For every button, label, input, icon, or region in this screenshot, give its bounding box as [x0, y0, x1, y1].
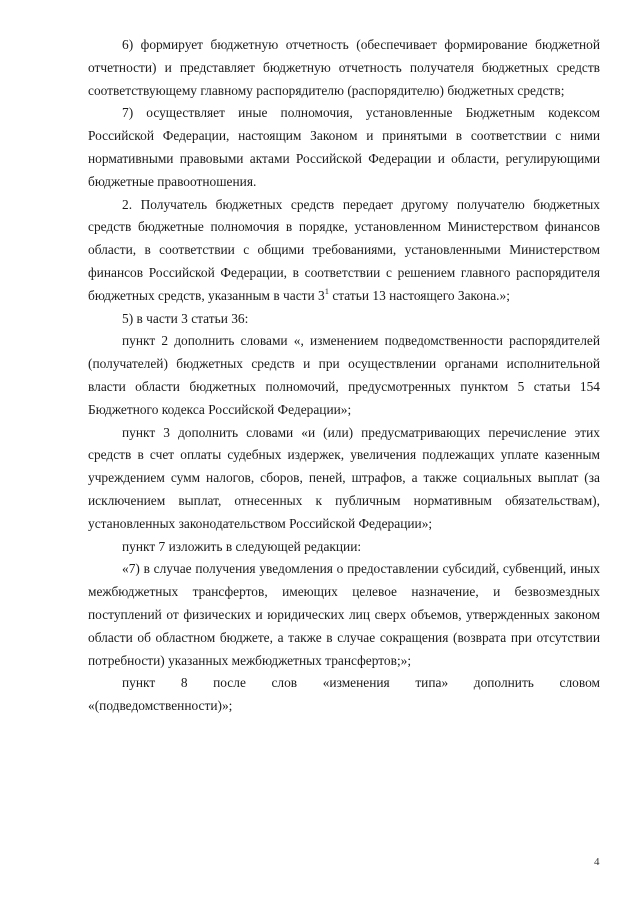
paragraph-point-7-intro: пункт 7 изложить в следующей редакции: [122, 538, 362, 554]
document-body [88, 34, 600, 718]
paragraph-point-3: пункт 3 дополнить словами «и (или) предусматривающих перечисление этих средств в счет оплаты судебных издержек, увеличения подлежащих уплате казенным учреждением сумм налогов, сборов, пеней, штрафов, а также социальных выплат (за исключением выплат, отнесенных к публичным нормативным обязательствам), установленных законодательством Российской Федерации»; [88, 424, 600, 531]
page-number: 4 [594, 856, 600, 868]
paragraph-point-8-continuation: «(подведомственности)»; [88, 698, 233, 714]
paragraph-point-7-text: «7) в случае получения уведомления о предоставлении субсидий, субвенций, иных межбюджетных трансфертов, имеющих целевое назначение, и безвозмездных поступлений от физических и юридических лиц сверх объемов, утвержденных законом области об областном бюджете, а также в случае сокращения (возврата при отсутствии потребности) указанных межбюджетных трансфертов;»; [88, 561, 600, 668]
paragraph-section-2 [88, 194, 600, 308]
paragraph-section-2-text: 2. Получатель бюджетных средств передает другому получателю бюджетных средств бюджетные полномочия в порядке, установленном Министерством финансов области, в соответствии с общими требованиями, установленными Министерством финансов Российской Федерации, в соответствии с решением главного распорядителя бюджетных средств, указанным в части 3 [88, 196, 600, 303]
paragraph-point-2: пункт 2 дополнить словами «, изменением подведомственности распорядителей (получателей) бюджетных средств и при осуществлении органами исполнительной власти области бюджетных полномочий, предусмотренных пунктом 5 статьи 154 Бюджетного кодекса Российской Федерации»; [88, 333, 600, 417]
paragraph-item-6: 6) формирует бюджетную отчетность (обеспечивает формирование бюджетной отчетности) и представляет бюджетную отчетность получателя бюджетных средств соответствующему главному распорядителю (распорядителю) бюджетных средств; [88, 37, 600, 98]
paragraph-point-8: пункт 8 после слов «изменения типа» дополнить словом [122, 675, 600, 691]
paragraph-part-5: 5) в части 3 статьи 36: [122, 310, 249, 326]
paragraph-section-2-tail: статьи 13 настоящего Закона.»; [329, 287, 510, 303]
superscript-marker: 1 [324, 285, 329, 296]
paragraph-item-7: 7) осуществляет иные полномочия, установленные Бюджетным кодексом Российской Федерации, настоящим Законом и принятыми в соответствии с ними нормативными правовыми актами Российской Федерации и области, регулирующими бюджетные правоотношения. [88, 105, 600, 189]
